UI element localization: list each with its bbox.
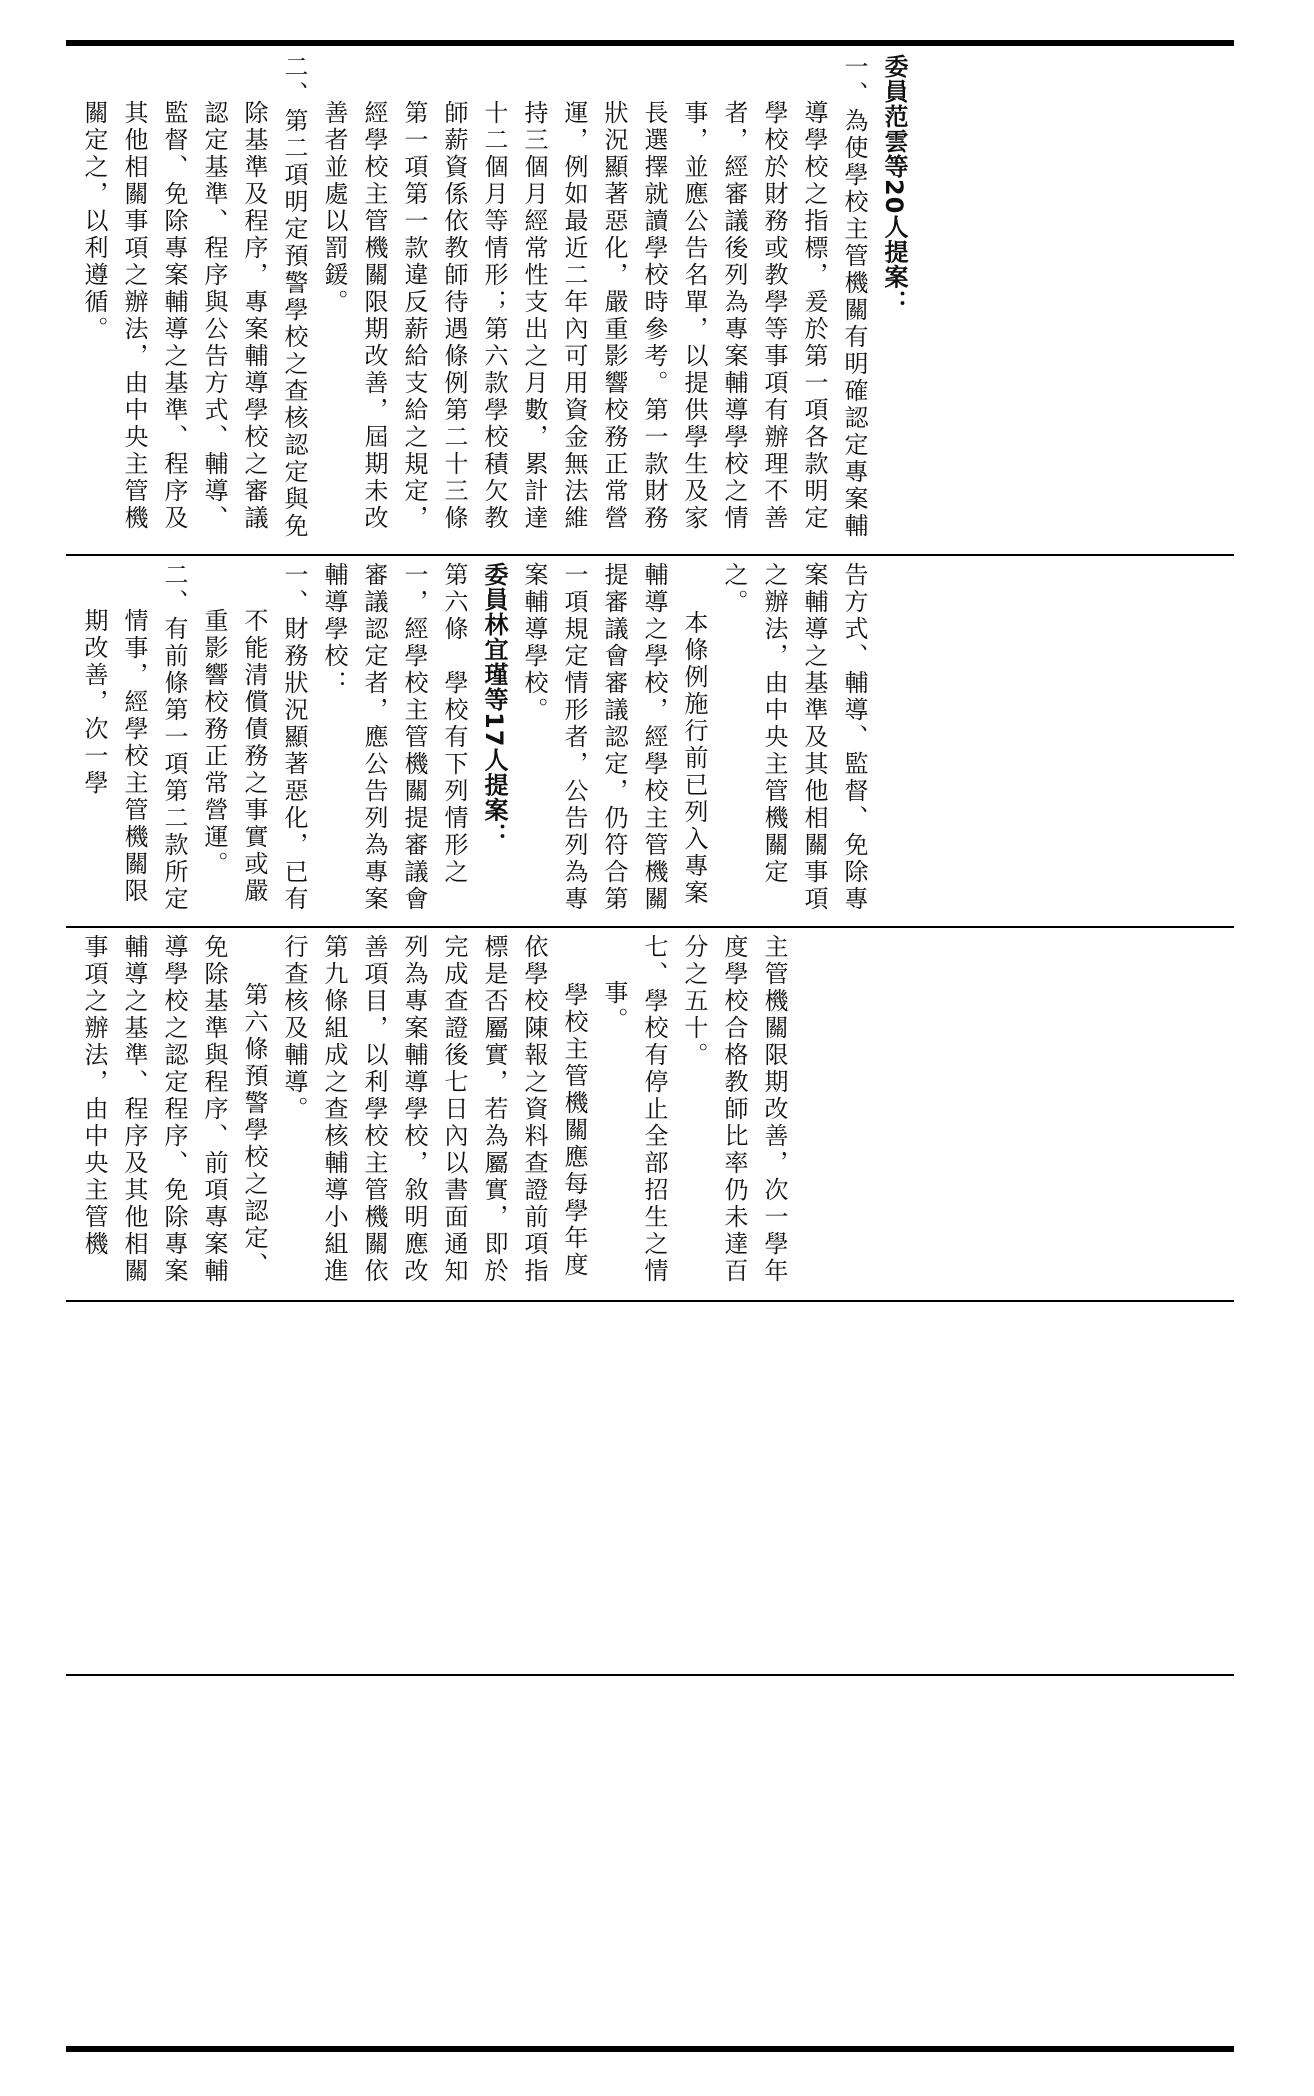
list-item: 二、有前條第一項第二款所定情事，經學校主管機關限期改善，次一學 (80, 562, 188, 913)
section-lin-yi-jin-proposal (74, 558, 1230, 924)
section-title: 委員范雲等20人提案： (880, 54, 908, 315)
list-item: 七、學校有停止全部招生之情事。 (600, 934, 668, 1285)
list-item: 二、第二項明定預警學校之查核認定與免除基準及程序，專案輔導學校之審議認定基準、程序與公告方式、輔導、監督、免除專案輔導之基準、程序及其他相關事項之辦法，由中央主管機關定之，以利遵循。 (80, 54, 308, 540)
list-item: 一、為使學校主管機關有明確認定專案輔導學校之指標，爰於第一項各款明定學校於財務或教學等事項有辦理不善者，經審議後列為專案輔導學校之情事，並應公告名單，以提供學生及家長選擇就讀學校時參考。第一款財務狀況顯著惡化，嚴重影響校務正常營運，例如最近二年內可用資金無法維持三個月經常性支出之月數，累計達十二個月等情形；第六款學校積欠教師薪資係依教師待遇條例第二十三條第一項第一款違反薪給支給之規定，經學校主管機關限期改善，屆期未改善者並處以罰鍰。 (320, 54, 868, 540)
divider (66, 1300, 1234, 1302)
paragraph: 學校主管機關應每學年度依學校陳報之資料查證前項指標是否屬實，若為屬實，即於完成查證後七日內以書面通知列為專案輔導學校，敘明應改善項目，以利學校主管機關依第九條組成之查核輔導小組進行查核及輔導。 (280, 934, 588, 1285)
top-rule (66, 40, 1234, 46)
section-title: 委員林宜瑾等17人提案： (480, 562, 508, 848)
section-fan-yun-proposal (74, 50, 1230, 552)
article: 第六條 學校有下列情形之一，經學校主管機關提審議會審議認定者，應公告列為專案輔導學校： (320, 562, 468, 913)
paragraph: 本條例施行前已列入專案輔導之學校，經學校主管機關提審議會審議認定，仍符合第一項規定情形者，公告列為專案輔導學校。 (520, 562, 708, 913)
bottom-rule (66, 2046, 1234, 2052)
paragraph: 第六條預警學校之認定、免除基準與程序、前項專案輔導學校之認定程序、免除專案輔導之基準、程序及其他相關事項之辦法，由中央主管機 (80, 934, 268, 1285)
divider (66, 554, 1234, 556)
section-continued-text (74, 930, 1230, 1298)
paragraph: 主管機關限期改善，次一學年度學校合格教師比率仍未達百分之五十。 (680, 934, 788, 1285)
paragraph: 告方式、輔導、監督、免除專案輔導之基準及其他相關事項之辦法，由中央主管機關定之。 (720, 562, 868, 913)
divider (66, 1674, 1234, 1676)
divider (66, 926, 1234, 928)
list-item: 一、財務狀況顯著惡化，已有不能清償債務之事實或嚴重影響校務正常營運。 (200, 562, 308, 913)
